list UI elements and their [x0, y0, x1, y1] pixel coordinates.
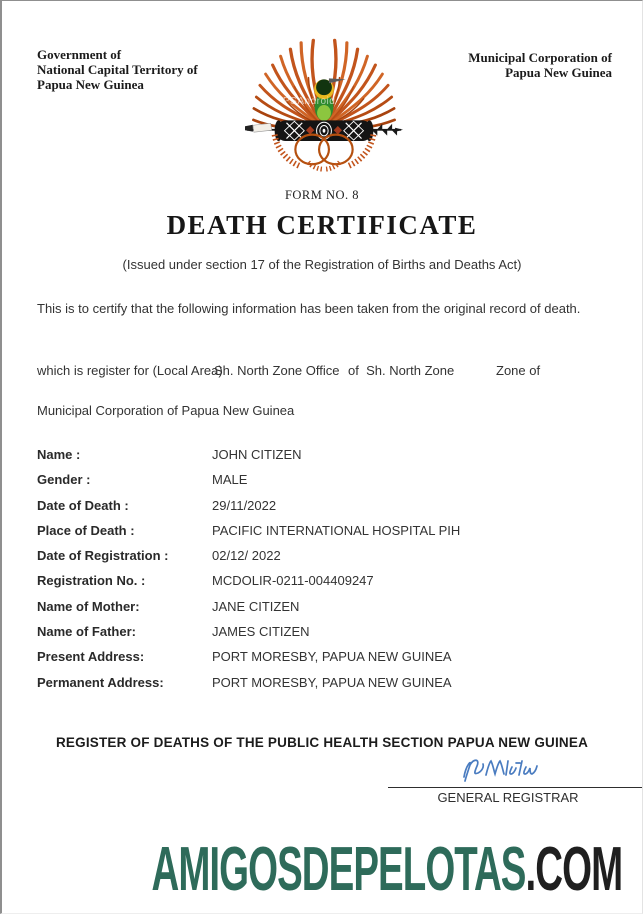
certify-statement: This is to certify that the following information has been taken from the original record of death.	[37, 301, 581, 316]
government-line: Government of	[37, 47, 122, 62]
form-number: FORM NO. 8	[284, 188, 360, 202]
field-row-father-name	[37, 621, 612, 646]
register-area-line	[2, 363, 642, 381]
register-zone-value: of Sh. North Zone	[348, 363, 455, 378]
government-line: Papua New Guinea	[37, 77, 144, 92]
document-subtitle: (Issued under section 17 of the Registration of Births and Deaths Act)	[122, 257, 522, 272]
field-row-mother-name	[37, 596, 612, 621]
field-value: JOHN CITIZEN	[212, 447, 302, 462]
field-label: Date of Registration :	[37, 548, 169, 564]
register-office-value: Sh. North Zone Office	[214, 363, 340, 378]
government-line: National Capital Territory of	[37, 62, 198, 77]
municipal-corporation-block	[392, 50, 612, 80]
field-value: PACIFIC INTERNATIONAL HOSPITAL PIH	[212, 522, 461, 538]
field-value: 29/11/2022	[212, 497, 277, 513]
field-label: Date of Death :	[37, 497, 129, 513]
field-row-present-address	[37, 646, 612, 671]
field-value: PORT MORESBY, PAPUA NEW GUINEA	[212, 649, 452, 665]
field-row-registration-no	[37, 570, 612, 595]
corporation-statement: Municipal Corporation of Papua New Guinea	[37, 403, 295, 418]
field-row-place-of-death	[37, 520, 612, 545]
document-title: DEATH CERTIFICATE	[166, 210, 478, 240]
field-value: MCDOLIR-0211-004409247	[212, 573, 374, 589]
field-value: PORT MORESBY, PAPUA NEW GUINEA	[212, 674, 452, 690]
field-value: JANE CITIZEN	[212, 598, 300, 614]
site-watermark-tld: .COM	[525, 835, 622, 904]
site-watermark-name: AMIGOSDEPELOTAS	[151, 835, 526, 904]
png-national-emblem	[245, 33, 403, 179]
field-row-gender	[37, 469, 612, 494]
corporation-line: Papua New Guinea	[505, 65, 612, 80]
register-zone-label: Zone of	[496, 363, 541, 378]
registrar-title: GENERAL REGISTRAR	[437, 790, 579, 805]
emblem-photo-watermark: PSAndroid	[283, 96, 336, 107]
field-label: Registration No. :	[37, 573, 146, 589]
site-watermark	[151, 835, 622, 904]
field-row-name	[37, 444, 612, 469]
register-of-deaths-heading: REGISTER OF DEATHS OF THE PUBLIC HEALTH SECTION PAPUA NEW GUINEA	[55, 735, 589, 750]
field-label: Permanent Address:	[37, 674, 164, 690]
field-label: Present Address:	[37, 649, 145, 665]
field-label: Name of Mother:	[37, 598, 140, 614]
registrar-signature-icon	[456, 753, 566, 787]
field-row-date-of-death	[37, 495, 612, 520]
field-row-date-of-registration	[37, 545, 612, 570]
issuing-government-block	[37, 47, 257, 92]
corporation-line: Municipal Corporation of	[468, 50, 612, 65]
register-prefix: which is register for (Local Area)	[37, 363, 223, 378]
signature-line	[388, 787, 643, 788]
field-label: Name :	[37, 447, 81, 462]
field-row-permanent-address	[37, 672, 612, 697]
field-value: 02/12/ 2022	[212, 548, 281, 564]
field-label: Gender :	[37, 472, 91, 488]
field-value: JAMES CITIZEN	[212, 624, 310, 640]
field-label: Place of Death :	[37, 522, 135, 538]
certificate-fields	[37, 444, 612, 697]
field-label: Name of Father:	[37, 624, 136, 640]
field-value: MALE	[212, 472, 248, 488]
